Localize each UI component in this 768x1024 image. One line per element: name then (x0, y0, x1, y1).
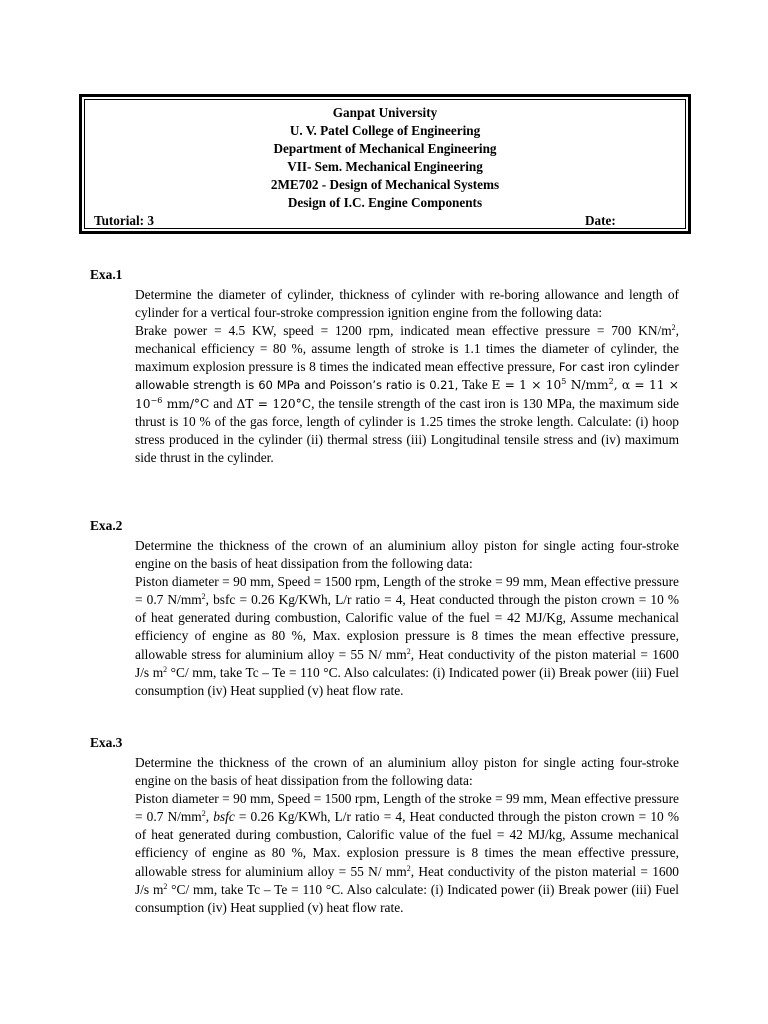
example-2-body (135, 537, 679, 700)
example-1-body (135, 286, 679, 467)
header-title-block (85, 104, 685, 212)
example-3-label: Exa.3 (90, 735, 123, 750)
header-box (79, 94, 691, 234)
example-3-data: Piston diameter = 90 mm, Speed = 1500 rpm, Length of the stroke = 99 mm, Mean effective pressure = 0.7 $N/mm^2$, bsfc = 0.26 Kg/KWh, L/r ratio = 4, Heat conducted through the piston crown = 10 % of heat generated during combustion, Calorific value of the fuel = 42 MJ/kg, Assume mechanical efficiency of engine as 80 %, Max. explosion pressure is 8 times the mean effective pressure, allowable stress for aluminium alloy = 55 N/ $mm^2$, Heat conductivity of the piston material = 1600 J/s $m^2$ °C/ mm, take Tc – Te = 110 °C. Also calculate: (i) Indicated power (ii) Break power (iii) Fuel consumption (iv) Heat supplied (v) heat flow rate. (135, 791, 680, 915)
example-1-data: Brake power = 4.5 KW, speed = 1200 rpm, indicated mean effective pressure = 700 $KN/m^2$, mechanical efficiency = 80 %, assume length of stroke is 1.1 times the diameter of cylinder, the maximum explosion pressure is 8 times the indicated mean effective pressure, For cast iron cylinder allowable strength is 60 MPa and Poisson’s ratio is 0.21, Take $E = 1 \times 10^5$ $N/mm^2$, $\alpha = 11 \times 10^{-6}$ mm/°C and ΔT = 120°C, the tensile strength of the cast iron is 130 MPa, the maximum side thrust is 10 % of the gas force, length of cylinder is 1.25 times the stroke length. Calculate: (i) hoop stress produced in the cylinder (ii) thermal stress (iii) Longitudinal tensile stress and (iv) maximum side thrust in the cylinder. (135, 323, 679, 465)
math-modulus: $E = 1 \times 10^5$ $N/mm^2$, $\alpha = 11 \times 10^{-6}$ mm/°C (135, 377, 679, 411)
semester-line: VII- Sem. Mechanical Engineering (287, 159, 483, 174)
example-2-data: Piston diameter = 90 mm, Speed = 1500 rpm, Length of the stroke = 99 mm, Mean effective pressure = 0.7 $N/mm^2$, bsfc = 0.26 Kg/KWh, L/r ratio = 4, Heat conducted through the piston crown = 10 % of heat generated during combustion, Calorific value of the fuel = 42 MJ/Kg, Assume mechanical efficiency of engine as 80 %, Max. explosion pressure is 8 times the mean effective pressure, allowable stress for aluminium alloy = 55 N/ $mm^2$, Heat conductivity of the piston material = 1600 J/s $m^2$ °C/ mm, take Tc – Te = 110 °C. Also calculates: (i) Indicated power (ii) Break power (iii) Fuel consumption (iv) Heat supplied (v) heat flow rate. (135, 574, 679, 698)
topic-line: Design of I.C. Engine Components (287, 195, 483, 210)
example-1-label: Exa.1 (90, 267, 123, 282)
tutorial-number: Tutorial: 3 (94, 213, 154, 228)
math-delta-t: ΔT = 120°C (236, 396, 312, 411)
example-3-intro: Determine the thickness of the crown of an aluminium alloy piston for single acting four-stroke engine on the basis of heat dissipation from the following data: (135, 755, 679, 789)
example-2-label: Exa.2 (90, 518, 123, 533)
example-2-intro: Determine the thickness of the crown of an aluminium alloy piston for single acting four-stroke engine on the basis of heat dissipation from the following data: (135, 538, 679, 572)
example-1-cambria-text: For cast iron cylinder allowable strength is 60 MPa and Poisson’s ratio is 0.21, (135, 360, 679, 393)
college-name: U. V. Patel College of Engineering (289, 123, 481, 138)
bsfc-italic: bsfc (213, 809, 235, 825)
university-name: Ganpat University (332, 105, 438, 120)
example-3-body (135, 754, 679, 917)
department-name: Department of Mechanical Engineering (273, 141, 497, 156)
header-inner-frame (84, 99, 686, 229)
date-label: Date: (585, 213, 616, 228)
course-line: 2ME702 - Design of Mechanical Systems (270, 177, 500, 192)
example-1-intro: Determine the diameter of cylinder, thickness of cylinder with re-boring allowance and length of cylinder for a vertical four-stroke compression ignition engine from the following data: (135, 287, 679, 321)
